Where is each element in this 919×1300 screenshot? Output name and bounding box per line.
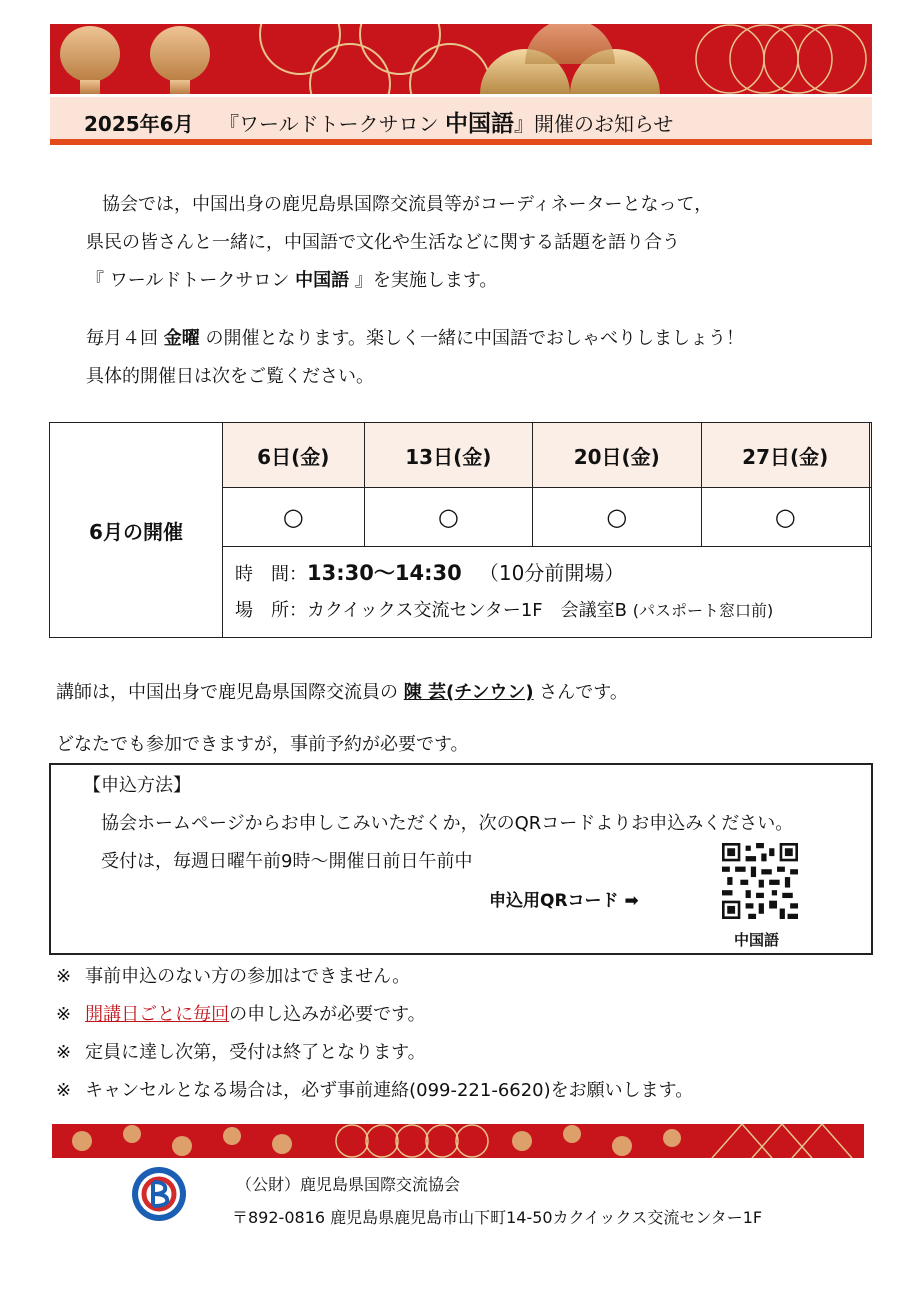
time-value: 13:30〜14:30 [307,561,462,585]
intro-paragraph [86,186,712,300]
application-box [49,763,873,955]
lecturer-post: さんです。 [539,682,628,703]
place-label: 場 所： [235,600,307,621]
note-text: の申し込みが必要です。 [229,1004,426,1025]
page-title [84,105,673,138]
note-text: キャンセルとなる場合は，必ず事前連絡(099-221-6620)をお願いします。 [85,1080,694,1101]
schedule-date-row [50,423,872,488]
note-highlight: 開講日ごとに毎回 [85,1004,230,1025]
intro-line-3-post: 』を実施します。 [354,270,498,291]
note-text: 定員に達し次第，受付は終了となります。 [85,1042,426,1063]
note-item [56,958,693,996]
place-note: (パスポート窓口前) [632,601,774,620]
intro-line-3-pre: 『 ワールドトークサロン [86,270,290,291]
time-line [235,555,859,593]
organization-address: 〒892-0816 鹿児島県鹿児島市山下町14-50カクイックス交流センター1F [232,1208,763,1227]
time-label: 時 間： [235,564,307,585]
title-suffix: 』開催のお知らせ [514,112,674,136]
schedule-date: 27日(金) [701,423,869,488]
schedule-mark: ○ [533,488,701,547]
schedule-info [223,547,872,638]
intro-line-4-post: の開催となります。楽しく一緒に中国語でおしゃべりしましょう！ [205,328,745,349]
title-prefix: 『ワールドトークサロン [219,112,439,136]
intro-line-1: 協会では，中国出身の鹿児島県国際交流員等がコーディネーターとなって， [102,194,713,215]
intro-line-3-bold: 中国語 [295,270,350,291]
schedule-date: 6日(金) [223,423,365,488]
note-mark: ※ [56,1004,72,1025]
intro-line-3 [86,262,712,300]
intro-line-2: 県民の皆さんと一緒に，中国語で文化や生活などに関する話題を語り合う [86,232,680,253]
lecturer-line [56,678,628,704]
organization-logo-icon [131,1166,187,1222]
lecturer-pre: 講師は，中国出身で鹿児島県国際交流員の [56,682,398,703]
schedule-date: 13日(金) [364,423,532,488]
qr-caption: 中国語 [734,931,780,949]
title-date: 2025年6月 [84,112,194,136]
application-line-1: 協会ホームページからお申しこみいただくか，次のQRコードよりお申込みください。 [101,813,794,834]
note-item [56,1072,693,1110]
intro-line-4 [86,320,744,358]
schedule-intro [86,320,744,396]
place-line [235,593,859,629]
note-mark: ※ [56,1042,72,1063]
intro-line-4-pre: 毎月４回 [86,328,158,349]
application-heading: 【申込方法】 [83,775,191,796]
note-mark: ※ [56,1080,72,1101]
schedule-date: 20日(金) [533,423,701,488]
notes-list [56,958,693,1110]
qr-label: 申込用QRコード ➡ [489,891,639,911]
qr-code-icon[interactable] [717,843,803,919]
note-text: 事前申込のない方の参加はできません。 [85,966,411,987]
note-item [56,996,693,1034]
schedule-mark: ○ [223,488,365,547]
bottom-decorative-banner [52,1124,864,1158]
organization-name: （公財）鹿児島県国際交流協会 [236,1175,461,1194]
time-note: （10分前開場） [478,561,625,585]
top-decorative-banner [50,24,872,94]
schedule-mark: ○ [364,488,532,547]
application-line-2: 受付は，毎週日曜午前9時〜開催日前日午前中 [101,851,473,872]
title-language: 中国語 [445,111,514,137]
schedule-mark: ○ [701,488,869,547]
title-bar [50,97,872,145]
reservation-required-text: どなたでも参加できますが，事前予約が必要です。 [56,734,469,755]
schedule-mark [869,488,871,547]
schedule-label: 6月の開催 [50,423,223,638]
note-item [56,1034,693,1072]
lecturer-name: 陳 芸(チンウン) [403,682,534,703]
intro-line-5: 具体的開催日は次をご覧ください。 [86,366,374,387]
schedule-date [869,423,871,488]
note-mark: ※ [56,966,72,987]
intro-line-4-bold: 金曜 [163,328,200,349]
schedule-table [49,422,872,638]
place-value: カクイックス交流センター1F 会議室B [307,600,627,621]
